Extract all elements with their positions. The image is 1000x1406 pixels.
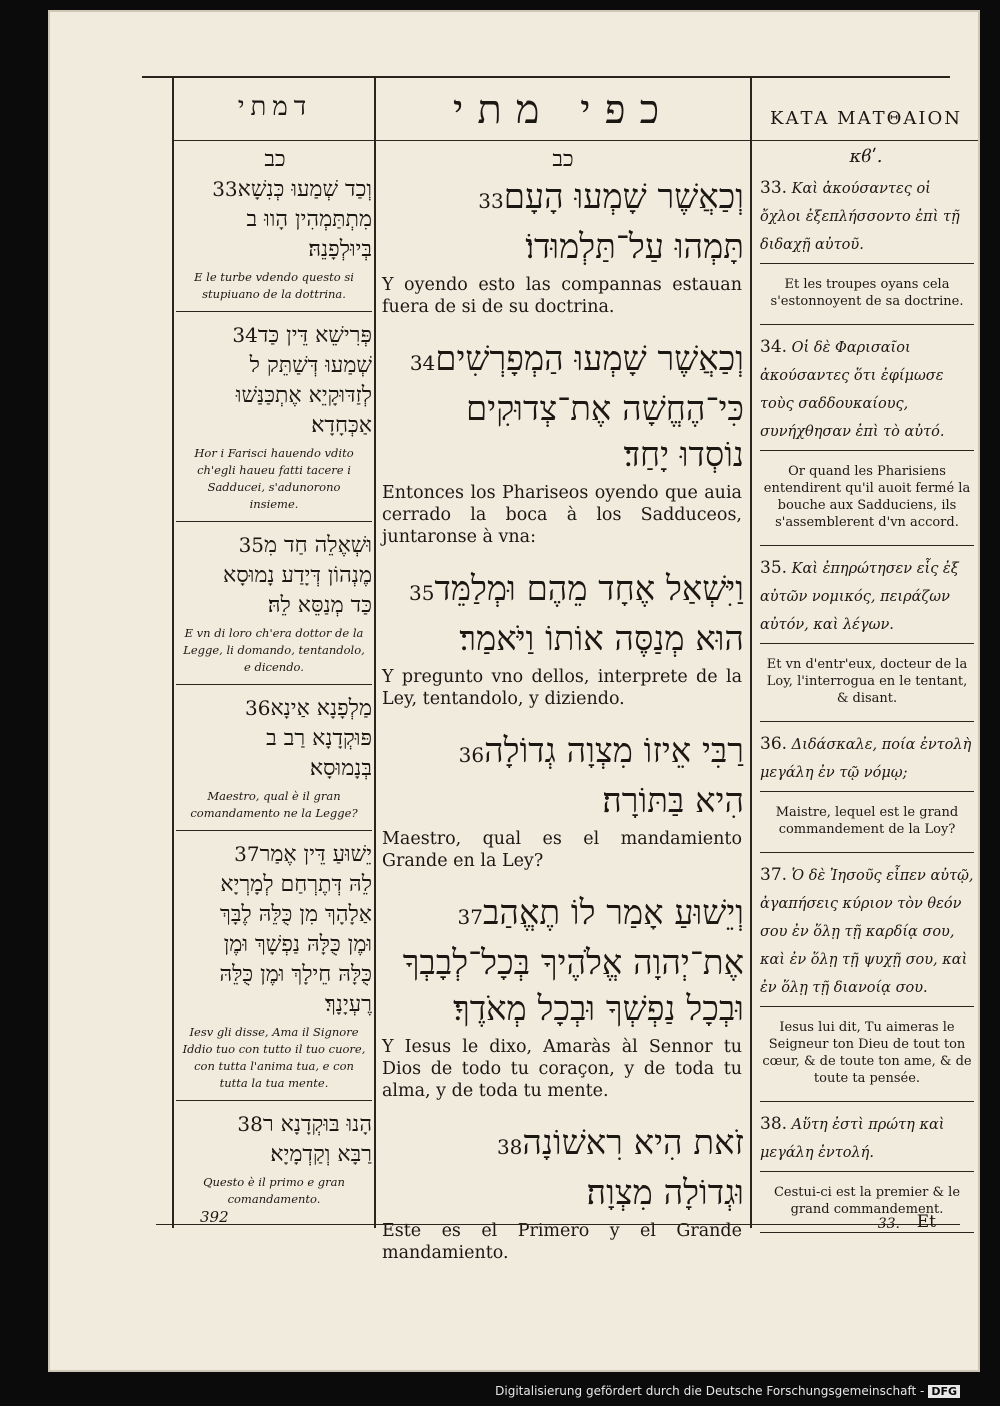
aramaic-verse <box>176 174 372 312</box>
french-translation: Et vn d'entr'eux, docteur de la Loy, l'interrogua en le tentant, & disant. <box>766 657 968 706</box>
greek-text <box>760 333 974 446</box>
aramaic-text: וְכַד שְׁמַעוּ כְּנִשָׁא <box>237 177 372 202</box>
greek-verse <box>760 730 974 853</box>
verse-separator <box>760 324 974 325</box>
aramaic-line <box>176 693 372 724</box>
italian-translation: Hor i Farisci hauendo vdito ch'egli haueu fatti tacere i Sadducei, s'adunorono insieme. <box>194 446 354 511</box>
aramaic-line: כַּד מְנַסֵּא לֵהּ׃ <box>267 593 372 618</box>
hebrew-line <box>380 336 744 386</box>
hebrew-line <box>380 1120 744 1170</box>
verse-separator <box>760 1006 974 1007</box>
hebrew-text: וַיִּשְׁאַל אֶחָד מֵהֶם וּמְלַמֵּד <box>434 569 744 609</box>
aramaic-line: פּוּקְדָנָא רַב ב <box>266 726 372 751</box>
aramaic-verse <box>176 693 372 831</box>
aramaic-line: רַבָּא וְקַדְמָיָא׃ <box>270 1142 372 1167</box>
verse-separator <box>760 450 974 451</box>
hebrew-line: כִּי־הֶחֱשָׁה אֶת־צְדוּקִים <box>465 389 744 429</box>
verse-separator <box>760 545 974 546</box>
verse-separator <box>760 643 974 644</box>
aramaic-line <box>176 530 372 561</box>
hebrew-line: וּבְכָל נַפְשְׁךָ וּבְכָל מְאֹדֶךָ׃ <box>453 989 744 1029</box>
aramaic-verse <box>176 1109 372 1212</box>
hebrew-line <box>380 174 744 224</box>
greek-verse <box>760 554 974 722</box>
hebrew-line: הִיא בַּתּוֹרָה׃ <box>602 781 744 821</box>
aramaic-verse <box>176 320 372 522</box>
footer-rule <box>156 1224 960 1225</box>
italian-translation: Questo è il primo e gran comandamento. <box>203 1175 345 1206</box>
french-translation: Cestui-ci est la premier & le grand commandement. <box>773 1185 961 1217</box>
verse-separator <box>760 263 974 264</box>
verse-number: 34 <box>232 323 258 347</box>
aramaic-text: פְּרִישֵׁא דֵּין כַּד <box>257 323 372 348</box>
verse-number: 36 <box>245 696 271 720</box>
left-header: דמתי <box>237 92 313 122</box>
verse-number: 35 <box>238 533 265 557</box>
verse-separator <box>176 521 372 522</box>
hebrew-text: וְכַאֲשֶׁר שָׁמְעוּ הָעָם <box>503 177 744 217</box>
hebrew-line: אֶת־יְהוָה אֱלֹהֶיךָ בְּכָל־לְבָבְךָ <box>402 943 744 983</box>
french-translation: Maistre, lequel est le grand commandement de la Loy? <box>775 805 959 837</box>
left-chapter: כב <box>264 147 286 172</box>
hebrew-line: נוֹסְדוּ יָחַד׃ <box>623 435 744 475</box>
italian-translation: E vn di loro ch'era dottor de la Legge, li domando, tentandolo, e dicendo. <box>183 626 365 674</box>
digitization-credit <box>0 1384 1000 1398</box>
aramaic-text: הָנוּ בּוּקְדָנָא ר <box>262 1112 372 1137</box>
dfg-logo: DFG <box>928 1385 960 1398</box>
aramaic-line <box>176 320 372 351</box>
verse-number: 35. <box>760 558 788 578</box>
page-number: 392 <box>200 1208 229 1226</box>
greek-text <box>760 730 974 787</box>
greek-text <box>760 554 974 639</box>
aramaic-verse <box>176 839 372 1101</box>
aramaic-italian-column <box>176 174 372 1220</box>
italian-translation: Iesv gli disse, Ama il Signore Iddio tuo con tutto il tuo cuore, con tutta l'anima tua, e con tutta la tua mente. <box>182 1025 366 1090</box>
header-rule <box>142 76 950 78</box>
verse-separator <box>176 684 372 685</box>
verse-number: 33 <box>478 189 504 213</box>
hebrew-line: וּגְדוֹלָה מִצְוָה׃ <box>586 1173 744 1213</box>
greek-text <box>760 1110 974 1167</box>
greek-line: Ὁ δὲ Ἰησοῦς εἶπεν αὐτῷ, ἀγαπήσεις κύριον τὸν θεόν σου ἐν ὅλῃ τῇ καρδίᾳ σου, καὶ ἐν ὅλῃ τῇ ψυχῇ σου, καὶ ἐν ὅλῃ τῇ διανοίᾳ σου. <box>760 868 974 996</box>
hebrew-text: רַבִּי אֵיזוֹ מִצְוָה גְדוֹלָה <box>484 731 744 771</box>
greek-line: Οἱ δὲ Φαρισαῖοι ἀκούσαντες ὅτι ἐφίμωσε τοὺς σαδδουκαίους, συνήχθησαν ἐπὶ τὸ αὐτό. <box>760 340 945 440</box>
catchword: Et <box>916 1212 936 1232</box>
greek-line: Αὕτη ἐστὶ πρώτη καὶ μεγάλη ἐντολή. <box>760 1117 945 1161</box>
verse-separator <box>760 721 974 722</box>
aramaic-line: רֶעְיָנָךְ׃ <box>325 992 372 1017</box>
aramaic-text: מַלְפָנָא אַינָא <box>270 696 372 721</box>
greek-text <box>760 174 974 259</box>
verse-separator <box>176 311 372 312</box>
verse-separator <box>176 830 372 831</box>
hebrew-verse <box>380 566 744 720</box>
right-header: ΚΑΤΑ ΜΑΤΘΑΙΟΝ <box>770 108 962 129</box>
book-page <box>48 10 980 1372</box>
aramaic-line <box>176 1109 372 1140</box>
verse-number: 35 <box>409 581 435 605</box>
hebrew-verse <box>380 336 744 558</box>
french-translation: Or quand les Pharisiens entendirent qu'il auoit fermé la bouche aux Sadduciens, ils s'assemblerent d'vn accord. <box>763 464 971 530</box>
spanish-translation: Y pregunto vno dellos, interprete de la Ley, tentandolo, y diziendo. <box>382 667 742 709</box>
aramaic-line: בְּיוּלְפָנֵהּ׃ <box>308 237 372 262</box>
verse-number: 38 <box>237 1112 263 1136</box>
hebrew-text: וְכַאֲשֶׁר שָׁמְעוּ הַמְפָרְשִׁים <box>435 339 744 379</box>
aramaic-line <box>176 174 372 205</box>
verse-number: 37 <box>234 842 260 866</box>
spanish-translation: Y Iesus le dixo, Amaràs àl Sennor tu Dios de todo tu coraçon, y de toda tu alma, y de toda tu mente. <box>382 1037 742 1101</box>
aramaic-text: יֵשׁוּעַ דֵּין אֶמַר <box>259 842 372 867</box>
credit-text: Digitalisierung gefördert durch die Deutsche Forschungsgemeinschaft - <box>495 1384 925 1398</box>
aramaic-line: לֵהּ דְּתֶרְחַם לְמָרְיָא <box>220 872 372 897</box>
catch-verse-number: 33. <box>877 1216 900 1232</box>
hebrew-line <box>380 566 744 616</box>
hebrew-line <box>380 890 744 940</box>
column-rule-right <box>750 78 752 1228</box>
greek-french-column <box>760 174 974 1241</box>
verse-number: 36. <box>760 734 788 754</box>
greek-line: Καὶ ἀκούσαντες οἱ ὄχλοι ἐξεπλήσσοντο ἐπὶ τῇ διδαχῇ αὐτοῦ. <box>760 181 960 253</box>
verse-number: 37. <box>760 865 788 885</box>
aramaic-line: בְּנָמוּסָא׃ <box>309 756 372 781</box>
italian-translation: Maestro, qual è il gran comandamento ne la Legge? <box>190 789 358 820</box>
hebrew-line <box>380 728 744 778</box>
spanish-translation: Este es el Primero y el Grande mandamiento. <box>382 1221 742 1263</box>
center-header: כפי מתי <box>452 87 674 133</box>
verse-separator <box>760 791 974 792</box>
hebrew-line: הוּא מְנַסֶּה אוֹתוֹ וַיֹּאמַר׃ <box>459 619 744 659</box>
hebrew-spanish-column <box>380 174 744 1282</box>
verse-number: 34 <box>409 351 436 375</box>
aramaic-line: מִתְתַּמְהִין הָווּ ב <box>246 207 372 232</box>
greek-verse <box>760 1110 974 1233</box>
spanish-translation: Entonces los Phariseos oyendo que auia cerrado la boca à los Sadduceos, juntaronse à vna: <box>382 483 742 547</box>
aramaic-line: שְׁמַעוּ דְּשַׁתֵּק ל <box>249 353 372 378</box>
greek-line: Καὶ ἐπηρώτησεν εἷς ἐξ αὐτῶν νομικός, πειράζων αὐτόν, καὶ λέγων. <box>760 561 959 633</box>
verse-separator <box>760 1101 974 1102</box>
greek-line: Διδάσκαλε, ποία ἐντολὴ μεγάλη ἐν τῷ νόμῳ; <box>760 737 972 781</box>
verse-separator <box>760 1232 974 1233</box>
subheader-rule <box>172 140 978 141</box>
hebrew-text: זֹאת הִיא רִאשׁוֹנָה <box>522 1123 744 1163</box>
verse-separator <box>760 1171 974 1172</box>
verse-number: 33 <box>212 177 238 201</box>
column-rule-left <box>172 78 174 1228</box>
spanish-translation: Y oyendo esto las compannas estauan fuera de si de su doctrina. <box>382 275 742 317</box>
aramaic-line: וּמֶן כֻּלָּהּ נַפְשָׁךְ וּמֶן <box>223 932 372 957</box>
aramaic-line: לְזַדּוּקָיֵא אֶתְכַּנַּשׁוּ <box>235 383 372 408</box>
hebrew-verse <box>380 174 744 328</box>
verse-separator <box>760 852 974 853</box>
greek-text <box>760 861 974 1002</box>
italian-translation: E le turbe vdendo questo si stupiuano de la dottrina. <box>194 270 354 301</box>
verse-separator <box>176 1100 372 1101</box>
french-translation: Et les troupes oyans cela s'estonnoyent de sa doctrine. <box>770 277 964 309</box>
aramaic-line: אַכְּחָדָא׃ <box>311 413 372 438</box>
aramaic-line <box>176 839 372 870</box>
aramaic-line: אַלָהָךְ מִן כֻּלֵּהּ לֶבָּךְ <box>220 902 372 927</box>
aramaic-text: וּשְׁאֶלֵה חַד מִ <box>264 533 372 558</box>
hebrew-verse <box>380 1120 744 1274</box>
aramaic-verse <box>176 530 372 685</box>
verse-number: 36 <box>458 743 485 767</box>
spanish-translation: Maestro, qual es el mandamiento Grande en la Ley? <box>382 829 742 871</box>
hebrew-line: תָּמְהוּ עַל־תַּלְמוּדוֹ׃ <box>525 227 744 267</box>
hebrew-verse <box>380 890 744 1112</box>
center-chapter: כב <box>552 147 574 172</box>
verse-number: 33. <box>760 178 788 198</box>
aramaic-line: כֻּלָּהּ חֵילָךְ וּמֶן כֻּלֵּהּ <box>219 962 372 987</box>
column-rule-center <box>374 78 376 1228</box>
hebrew-text: וְיֵשׁוּעַ אָמַר לוֹ תֶאֱהַב <box>483 893 744 933</box>
aramaic-line: מֶנְהוֹן דְּיָדַע נָמוּסָא <box>223 563 372 588</box>
french-translation: Iesus lui dit, Tu aimeras le Seigneur ton Dieu de tout ton cœur, & de toute ton ame, & de toute ta pensée. <box>762 1020 972 1086</box>
hebrew-verse <box>380 728 744 882</box>
right-chapter: κϐʹ. <box>849 146 883 167</box>
verse-number: 38. <box>760 1114 788 1134</box>
verse-number: 38 <box>496 1135 523 1159</box>
verse-number: 34. <box>760 337 788 357</box>
greek-verse <box>760 333 974 546</box>
verse-number: 37 <box>457 905 483 929</box>
greek-verse <box>760 861 974 1102</box>
greek-verse <box>760 174 974 325</box>
